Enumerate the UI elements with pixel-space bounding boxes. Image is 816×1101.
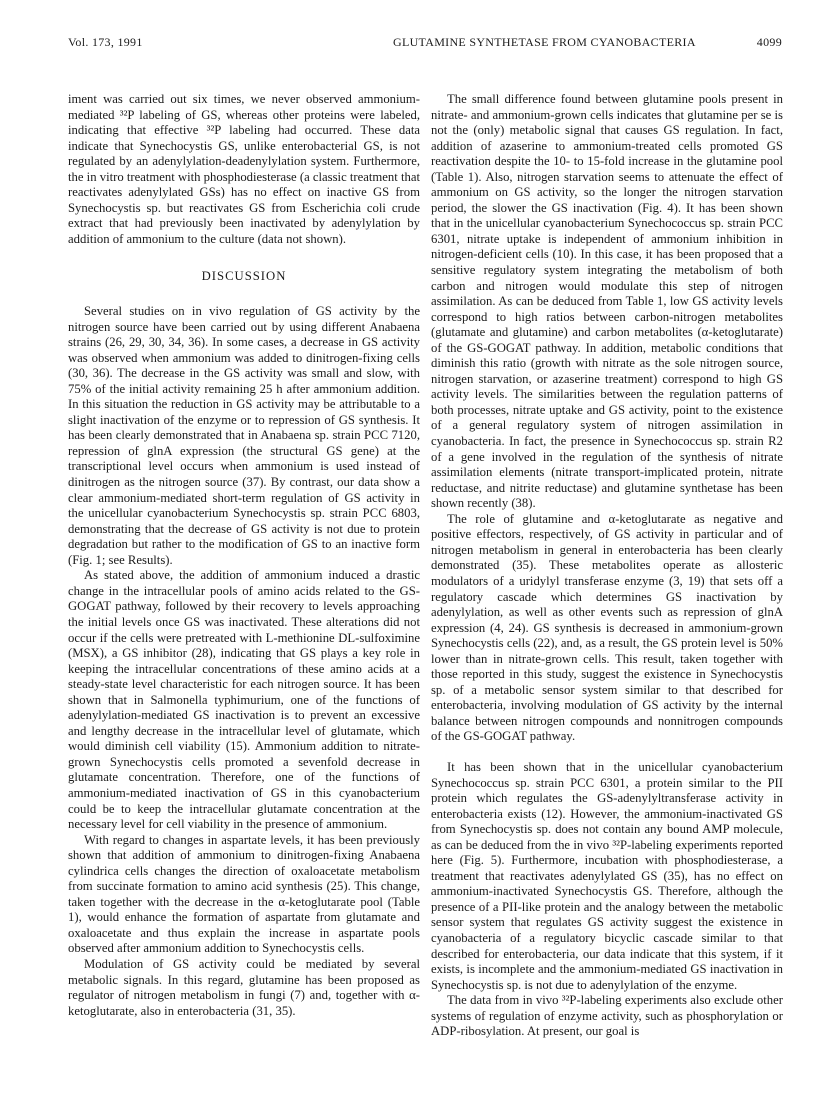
section-heading-discussion: DISCUSSION [201,269,287,284]
paragraph: As stated above, the addition of ammonium induced a drastic change in the intracellular pools of amino acids related to the GS-GOGAT pathway, followed by their recovery to levels approaching the initial levels once GS was inactivated. These alterations did not occur if the cells were pretreated with L-methionine DL-sulfoximine (MSX), a GS inhibitor (28), indicating that GS plays a key role in keeping the intracellular concentrations of these amino acids at a steady-state level characteristic for each nitrogen source. It has been shown that in Salmonella typhimurium, one of the functions of adenylylation-mediated GS inactivation is to prevent an excessive and lengthy decrease in the intracellular level of glutamate, which would diminish cell viability (15). Ammonium addition to nitrate-grown Synechocystis cells promoted a sevenfold decrease in glutamate concentration. Therefore, one of the functions of ammonium-mediated inactivation of GS in this cyanobacterium could be to keep the intracellular glutamate concentration at the necessary level for cell viability in the presence of ammonium. [68,568,420,832]
running-header [68,35,782,55]
paragraph: Modulation of GS activity could be mediated by several metabolic signals. In this regard, glutamine has been proposed as regulator of nitrogen metabolism in fungi (7) and, together with α-ketoglutarate, also in enterobacteria (31, 35). [68,956,420,1018]
paragraph: It has been shown that in the unicellular cyanobacterium Synechococcus sp. strain PCC 6301, a protein similar to the PII protein which regulates the GS-adenylyltransferase activity in enterobacteria exists (12). However, the ammonium-inactivated GS from Synechocystis sp. does not contain any bound AMP molecule, as can be deduced from the in vivo ³²P-labeling experiments reported here (Fig. 5). Furthermore, incubation with phosphodiesterase, a treatment that reactivates adenylylated GS (35), has no effect on ammonium-inactivated Synechocystis GS. Therefore, although the presence of a PII-like protein and the analogy between the metabolic sensor system that regulates GS activity suggest the existence in cyanobacteria of a regulatory bicyclic cascade similar to that described for enterobacteria, our data indicate that this system, if it exists, is incomplete and the ammonium-mediated GS inactivation in Synechocystis sp. is not due to adenylylation of the enzyme. [431,759,783,992]
left-column [68,92,420,1019]
right-column [431,92,783,1040]
paragraph: With regard to changes in aspartate levels, it has been previously shown that addition of ammonium to dinitrogen-fixing Anabaena cylindrica cells changes the direction of oxaloacetate metabolism from succinate formation to amino acid synthesis (25). This change, taken together with the decrease in the α-ketoglutarate pool (Table 1), would enhance the formation of aspartate from glutamate and oxaloacetate and thus explain the increase in aspartate pools observed after ammonium addition to Synechocystis cells. [68,832,420,956]
page-number: 4099 [756,35,782,49]
paragraph: The role of glutamine and α-ketoglutarate as negative and positive effectors, respectively, of GS activity in particular and of nitrogen metabolism in general in enterobacteria has been clearly demonstrated (35). These metabolites operate as allosteric modulators of a uridylyl transferase enzyme (3, 19) that sets off a regulatory cascade which determines GS inactivation by adenylylation, as well as other events such as repression of glnA expression (4, 24). GS synthesis is decreased in ammonium-grown Synechocystis cells (22), and, as a result, the GS protein level is 50% lower than in nitrate-grown cells. This result, taken together with those reported in this study, suggest the existence in Synechocystis sp. of a metabolic sensor system similar to that described for enterobacteria, involving modulation of GS activity by the internal balance between nitrogen compounds and nonnitrogen compounds of the GS-GOGAT pathway. [431,511,783,744]
paragraph-continued: iment was carried out six times, we never observed ammonium-mediated ³²P labeling of GS, whereas other proteins were labeled, indicating that effective ³²P labeling had occurred. These data indicate that Synechocystis GS, unlike enterobacterial GS, is not regulated by an adenylylation-deadenylylation system. Furthermore, the in vitro treatment with phosphodiesterase (a classic treatment that reactivates adenylylated GSs) has no effect on inactive GS from Synechocystis sp. but reactivates GS from Escherichia coli crude extract that had previously been inactivated by adenylylation by addition of ammonium to the culture (data not shown). [68,92,420,246]
running-title: GLUTAMINE SYNTHETASE FROM CYANOBACTERIA [393,35,696,49]
paragraph: Several studies on in vivo regulation of GS activity by the nitrogen source have been carried out by using different Anabaena strains (26, 29, 30, 34, 36). In some cases, a decrease in GS activity was observed when ammonium was added to dinitrogen-fixing cells (30, 36). The decrease in the GS activity was small and slow, with 75% of the initial activity remaining 25 h after ammonium addition. In this situation the reduction in GS activity may be attributable to a slight inactivation of the enzyme or to repression of GS synthesis. It has been clearly demonstrated that in Anabaena sp. strain PCC 7120, repression of glnA expression (the structural GS gene) at the transcriptional level occurs when ammonium is used instead of dinitrogen as the nitrogen source (37). By contrast, our data show a clear ammonium-mediated short-term regulation of GS activity in the unicellular cyanobacterium Synechocystis sp. strain PCC 6803, demonstrating that the decrease of GS activity is not due to protein degradation but rather to the modification of GS to an inactive form (Fig. 1; see Results). [68,304,420,567]
paragraph: The small difference found between glutamine pools present in nitrate- and ammonium-grown cells indicates that glutamine per se is not the (only) metabolic signal that causes GS regulation. In fact, addition of azaserine to ammonium-treated cells promoted GS reactivation despite the 10- to 15-fold increase in the glutamine pool (Table 1). Also, nitrogen starvation seems to attenuate the effect of ammonium on GS activity, so the longer the nitrogen starvation period, the slower the GS inactivation (Fig. 4). It has been shown that in the unicellular cyanobacterium Synechococcus sp. strain PCC 6301, nitrate uptake is independent of ammonium inhibition in nitrogen-deficient cells (10). In this case, it has been proposed that a sensitive regulatory system integrating the metabolism of both carbon and nitrogen would modulate this step of nitrogen assimilation. As can be deduced from Table 1, low GS activity levels correspond to high ratios between carbon-nitrogen metabolites (glutamate and glutamine) and carbon metabolites (α-ketoglutarate) of the GS-GOGAT pathway. In addition, metabolic conditions that diminish this ratio (growth with nitrate as the sole nitrogen source, nitrogen starvation, or azaserine treatment) correspond to high GS activity levels. The similarities between the regulation patterns of both processes, nitrate uptake and GS activity, point to the existence of a general regulatory system of nitrogen assimilation in cyanobacteria. In fact, the presence in Synechococcus sp. strain R2 of a gene involved in the regulation of the synthesis of nitrate assimilation elements (nitrate transport-implicated protein, nitrate reductase, and nitrite reductase) and glutamine synthetase has been shown recently (38). [431,92,783,511]
volume-label: Vol. 173, 1991 [68,35,143,49]
paragraph: The data from in vivo ³²P-labeling experiments also exclude other systems of regulation of enzyme activity, such as phosphorylation or ADP-ribosylation. At present, our goal is [431,993,783,1039]
